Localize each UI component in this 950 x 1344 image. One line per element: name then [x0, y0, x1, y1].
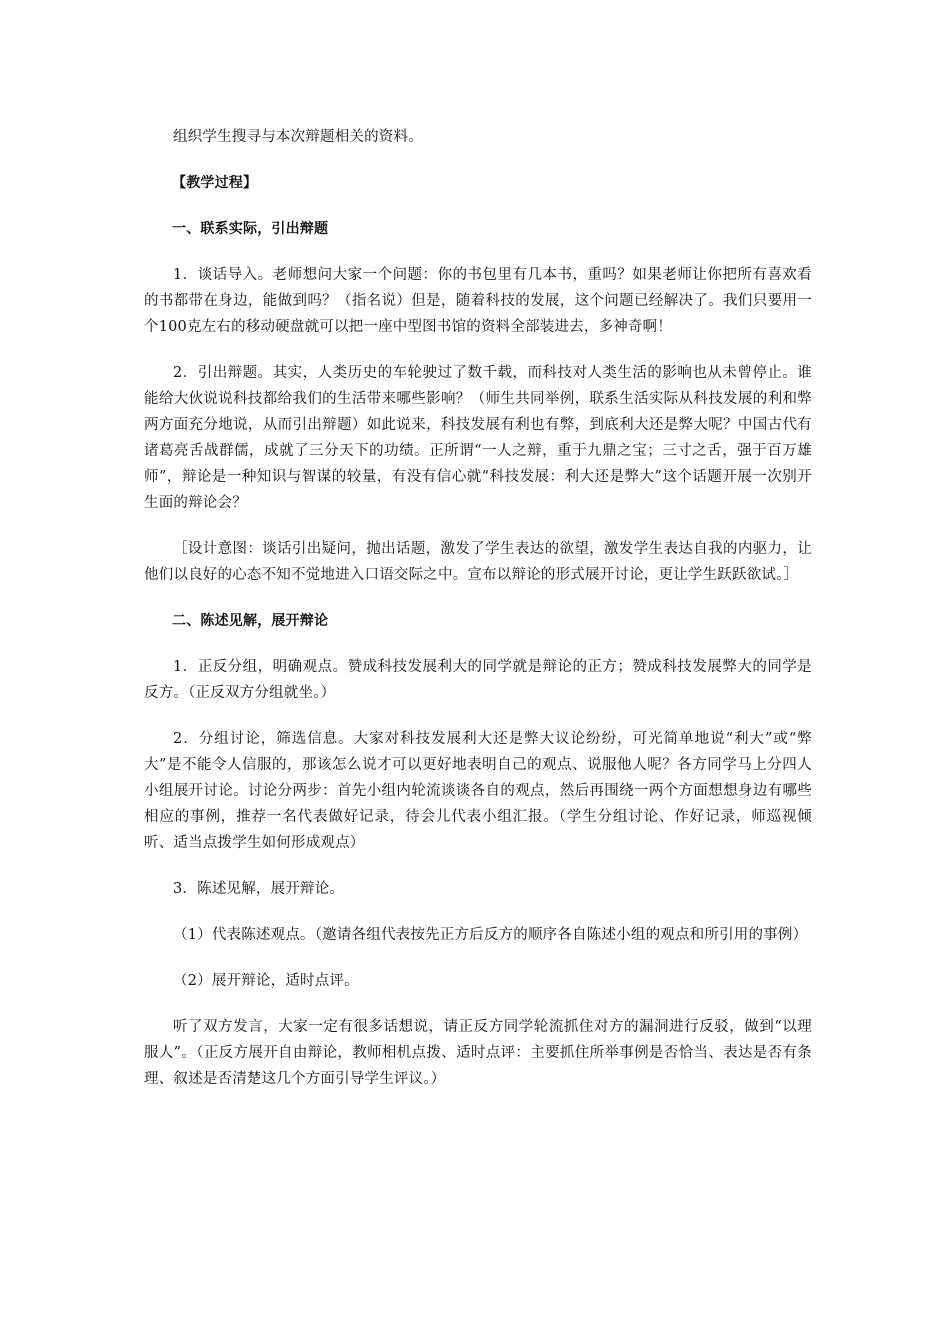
paragraph-free-debate: 听了双方发言，大家一定有很多话想说，请正反方同学轮流抓住对方的漏洞进行反驳，做到“以理服人”。（正反方展开自由辩论，教师相机点拨、适时点评：主要抓住所举事例是否恰当、表达是否有条理、叙述是否清楚这几个方面引导学生评议。）: [144, 1019, 812, 1087]
intro-paragraph: 组织学生搜寻与本次辩题相关的资料。: [173, 129, 423, 145]
document-body: [144, 124, 812, 1112]
paragraph-debate-step: 3．陈述见解，展开辩论。: [173, 881, 345, 897]
paragraph-intro-talk: 1．谈话导入。老师想问大家一个问题：你的书包里有几本书，重吗？如果老师让你把所有喜欢看的书都带在身边，能做到吗？（指名说）但是，随着科技的发展，这个问题已经解决了。我们只要用一个100克左右的移动硬盘就可以把一座中型图书馆的资料全部装进去，多神奇啊！: [144, 267, 812, 335]
paragraph-grouping: 1．正反分组，明确观点。赞成科技发展利大的同学就是辩论的正方；赞成科技发展弊大的同学是反方。（正反双方分组就坐。）: [144, 659, 812, 701]
paragraph-group-discussion: 2．分组讨论，筛选信息。大家对科技发展利大还是弊大议论纷纷，可光简单地说“利大”或“弊大”是不能令人信服的，那该怎么说才可以更好地表明自己的观点、说服他人呢？各方同学马上分四人小组展开讨论。讨论分两步：首先小组内轮流谈谈各自的观点，然后再围绕一两个方面想想身边有哪些相应的事例，推荐一名代表做好记录，待会儿代表小组汇报。（学生分组讨论、作好记录，师巡视倾听、适当点拨学生如何形成观点）: [144, 731, 812, 851]
section-heading-process: 【教学过程】: [172, 175, 258, 191]
paragraph-introduce-topic: 2．引出辩题。其实，人类历史的车轮驶过了数千载，而科技对人类生活的影响也从未曾停止。谁能给大伙说说科技都给我们的生活带来哪些影响？（师生共同举例，联系生活实际从科技发展的利和弊两方面充分地说，从而引出辩题）如此说来，科技发展有利也有弊，到底利大还是弊大呢？中国古代有诸葛亮舌战群儒，成就了三分天下的功绩。正所谓“一人之辩，重于九鼎之宝；三寸之舌，强于百万雄师”，辩论是一种知识与智谋的较量，有没有信心就“科技发展：利大还是弊大”这个话题开展一次别开生面的辩论会？: [144, 365, 812, 511]
section-heading-2: 二、陈述见解，展开辩论: [172, 613, 329, 629]
paragraph-debate-comment: （2）展开辩论，适时点评。: [173, 973, 359, 989]
section-heading-1: 一、联系实际，引出辩题: [172, 221, 329, 237]
paragraph-design-intent: ［设计意图：谈话引出疑问，抛出话题，激发了学生表达的欲望，激发学生表达自我的内驱力，让他们以良好的心态不知不觉地进入口语交际之中。宣布以辩论的形式展开讨论，更让学生跃跃欲试。］: [144, 541, 812, 583]
paragraph-representatives: （1）代表陈述观点。（邀请各组代表按先正方后反方的顺序各自陈述小组的观点和所引用的事例）: [173, 927, 808, 943]
